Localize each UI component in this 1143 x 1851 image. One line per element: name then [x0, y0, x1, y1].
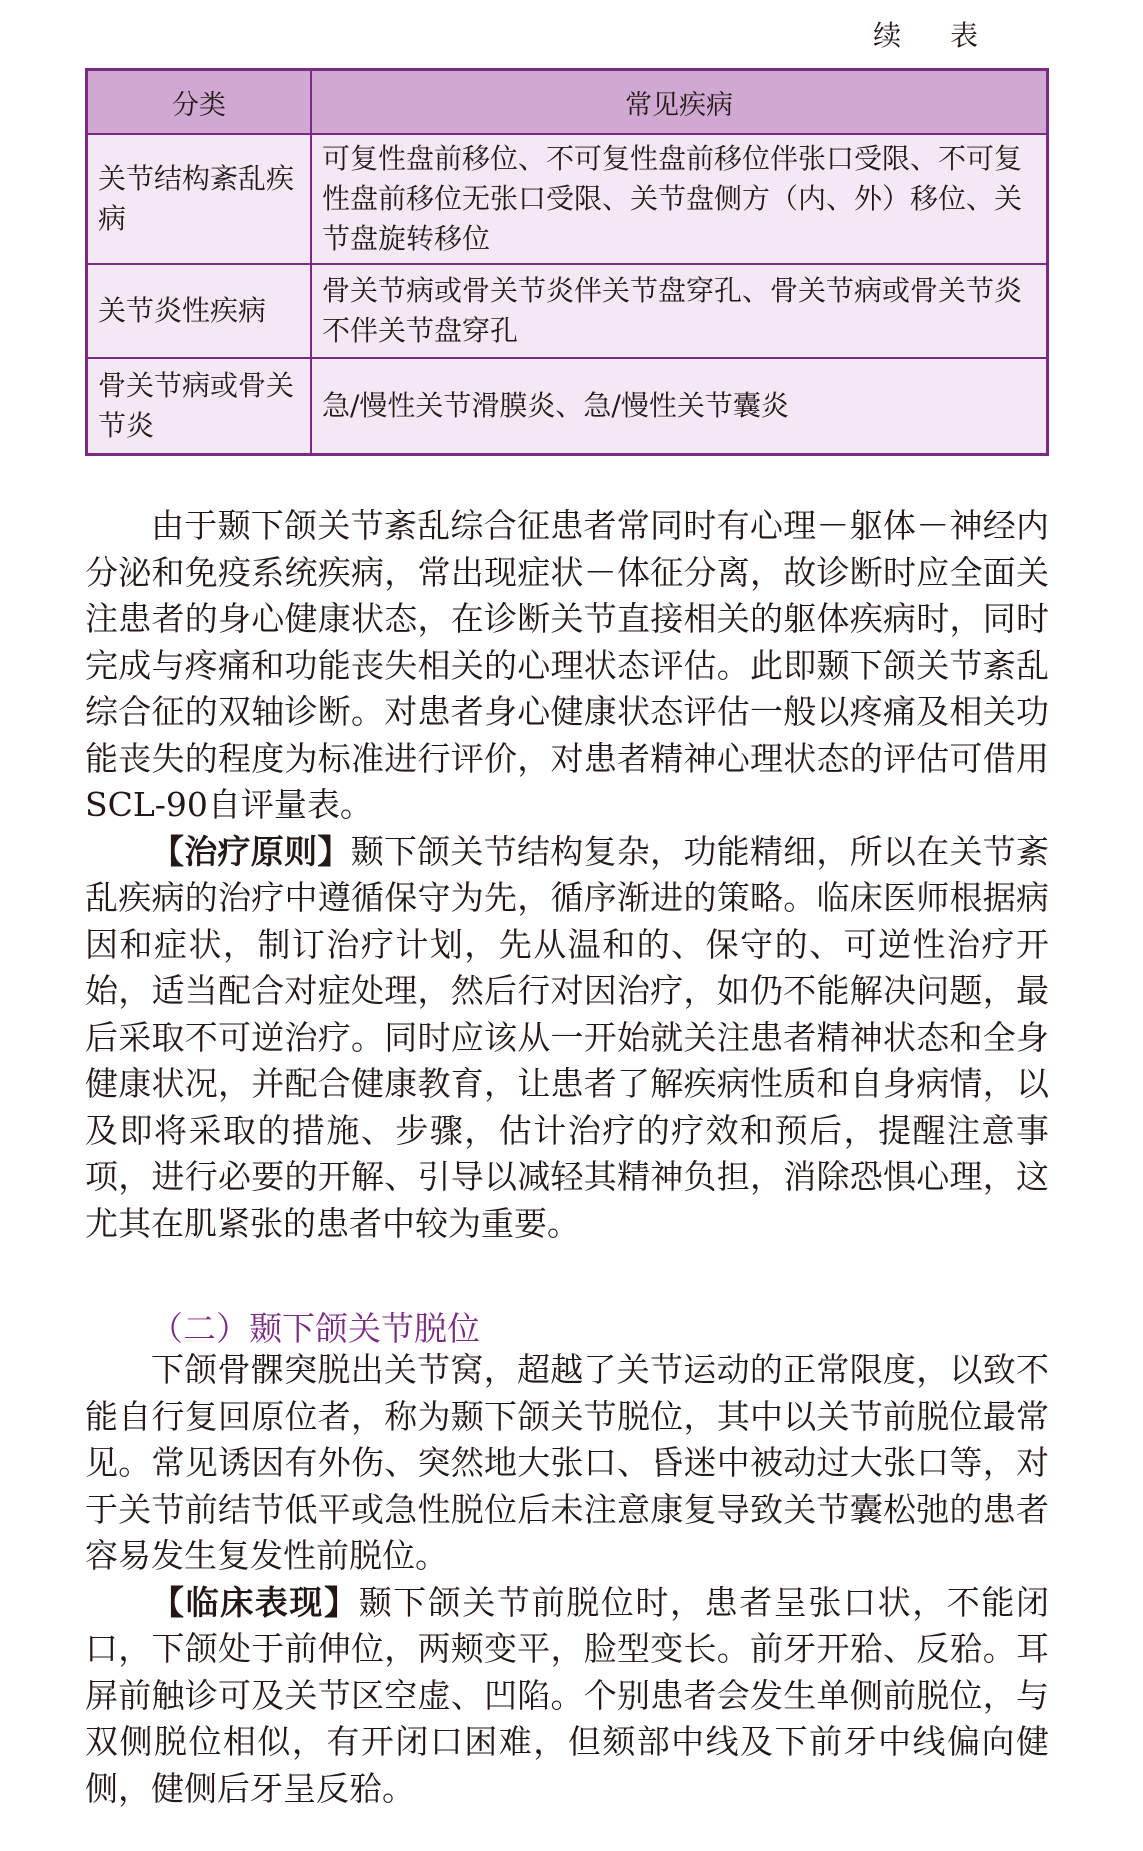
table-header-row [87, 70, 1048, 135]
category-cell: 关节炎性疾病 [87, 264, 312, 358]
paragraph-treatment-principle [85, 829, 1049, 1248]
table-row [87, 134, 1048, 264]
diseases-cell: 急/慢性关节滑膜炎、急/慢性关节囊炎 [311, 358, 1048, 455]
body-text-block [85, 503, 1049, 1247]
table-row [87, 358, 1048, 455]
treatment-principle-text: 颞下颌关节结构复杂，功能精细，所以在关节紊乱疾病的治疗中遵循保守为先，循序渐进的策略。临床医师根据病因和症状，制订治疗计划，先从温和的、保守的、可逆性治疗开始，适当配合对症处理，然后行对因治疗，如仍不能解决问题，最后采取不可逆治疗。同时应该从一开始就关注患者精神状态和全身健康状况，并配合健康教育，让患者了解疾病性质和自身病情，以及即将采取的措施、步骤，估计治疗的疗效和预后，提醒注意事项，进行必要的开解、引导以减轻其精神负担，消除恐惧心理，这尤其在肌紧张的患者中较为重要。 [85, 831, 1050, 1243]
diseases-cell: 可复性盘前移位、不可复性盘前移位伴张口受限、不可复性盘前移位无张口受限、关节盘侧方（内、外）移位、关节盘旋转移位 [311, 134, 1048, 264]
paragraph-clinical-manifestation [85, 1580, 1049, 1813]
category-cell: 骨关节病或骨关节炎 [87, 358, 312, 455]
column-header-category: 分类 [87, 70, 312, 135]
column-header-diseases: 常见疾病 [311, 70, 1048, 135]
disease-classification-table [85, 68, 1049, 456]
clinical-manifestation-text: 颞下颌关节前脱位时，患者呈张口状，不能闭口，下颌处于前伸位，两颊变平，脸型变长。前牙开𬌗、反𬌗。耳屏前触诊可及关节区空虚、凹陷。个别患者会发生单侧前脱位，与双侧脱位相似，有开闭口困难，但颏部中线及下前牙中线偏向健侧，健侧后牙呈反𬌗。 [85, 1582, 1050, 1808]
paragraph-diagnosis: 由于颞下颌关节紊乱综合征患者常同时有心理－躯体－神经内分泌和免疫系统疾病，常出现症状－体征分离，故诊断时应全面关注患者的身心健康状态，在诊断关节直接相关的躯体疾病时，同时完成与疼痛和功能丧失相关的心理状态评估。此即颞下颌关节紊乱综合征的双轴诊断。对患者身心健康状态评估一般以疼痛及相关功能丧失的程度为标准进行评价，对患者精神心理状态的评估可借用SCL-90自评量表。 [85, 506, 1049, 824]
category-cell: 关节结构紊乱疾病 [87, 134, 312, 264]
clinical-manifestation-label: 【临床表现】 [151, 1582, 359, 1622]
section-heading: （二）颞下颌关节脱位 [150, 1309, 480, 1348]
treatment-principle-label: 【治疗原则】 [151, 831, 351, 871]
paragraph-dislocation: 下颌骨髁突脱出关节窝，超越了关节运动的正常限度，以致不能自行复回原位者，称为颞下颌关节脱位，其中以关节前脱位最常见。常见诱因有外伤、突然地大张口、昏迷中被动过大张口等，对于关节前结节低平或急性脱位后未注意康复导致关节囊松弛的患者容易发生复发性前脱位。 [85, 1350, 1049, 1575]
body-text-block [85, 1347, 1049, 1812]
table-row [87, 264, 1048, 358]
diseases-cell: 骨关节病或骨关节炎伴关节盘穿孔、骨关节病或骨关节炎不伴关节盘穿孔 [311, 264, 1048, 358]
continued-table-label: 续 表 [873, 19, 998, 52]
